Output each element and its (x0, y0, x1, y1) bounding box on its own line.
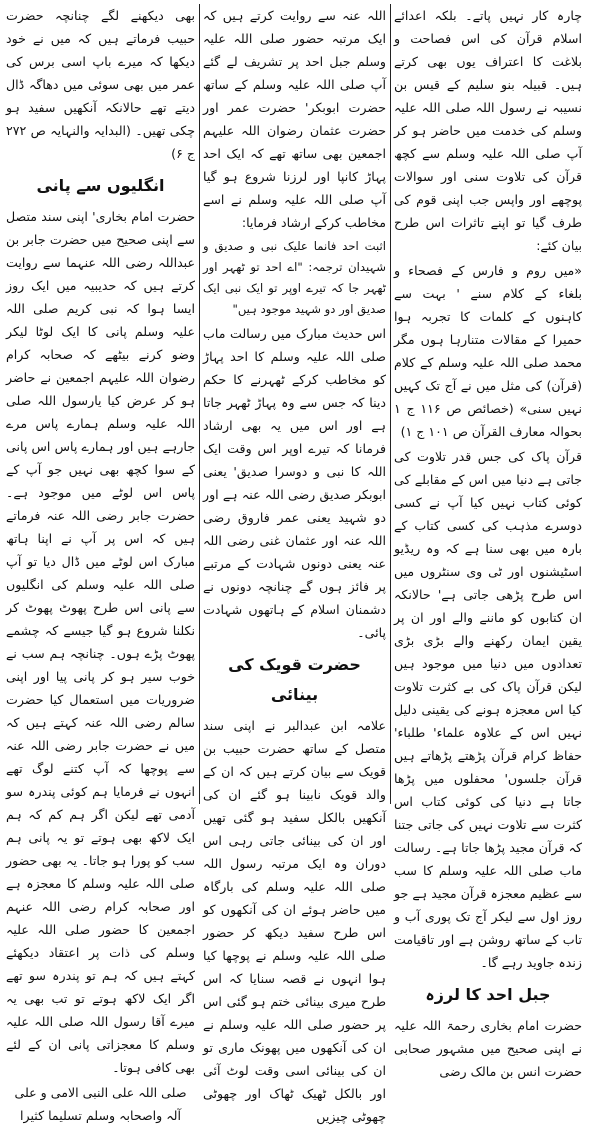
section-heading: انگلیوں سے پانی (36, 176, 165, 195)
middle-column (203, 4, 386, 1124)
section-heading: جبل احد کا لرزہ (425, 985, 551, 1004)
arabic-hadith: اثبت احد فانما علیک نبی و صدیق و شہیدان ترجمہ: "اے احد تو ٹھہر اور ٹھہر جا کہ تیرے اوپر تو ایک نبی ایک صدیق اور دو شہید موجود ہیں" (203, 239, 386, 316)
paragraph: اللہ عنہ سے روایت کرتے ہیں کہ ایک مرتبہ حضور صلی اللہ علیہ وسلم جبل احد پر تشریف لے گئے آپ صلی اللہ علیہ وسلم کے ساتھ حضرت ابوبکر' حضرت عمر اور حضرت عثمان رضوان اللہ علیہم اجمعین بھی ساتھ تھے کہ ایک احد پہاڑ کانپا اور لرزنا شروع ہو گیا آپ صلی اللہ علیہ وسلم نے اسے مخاطب کرکے ارشاد فرمایا: (203, 8, 386, 230)
closing-salutation: صلی اللہ علی النبی الامی و علی آلہ واصحابہ وسلم تسلیما کثیرا (14, 1085, 187, 1123)
right-column (394, 4, 582, 1079)
paragraph: قرآن پاک کی جس قدر تلاوت کی جاتی ہے دنیا میں اس کے مقابلے کی کوئی کتاب نہیں کیا آپ نے کسی دوسرے مذہب کی کسی کتاب کے بارہ میں بھی سنا ہے کہ وہ ریڈیو اسٹیشنوں اور ٹی وی سنٹروں میں اس طرح پڑھی جاتی ہے' حالانکہ ان کتابوں کو ماننے والے اور ان پر یقین ایمان رکھنے والے بڑی بڑی تعدادوں میں دنیا میں موجود ہیں لیکن قرآن پاک کی بے کثرت تلاوت کیا اس معجزہ ہونے کی یقینی دلیل نہیں اس کے علاوہ علماء' طلباء' حفاظ کرام قرآن پڑھتے پڑھاتے ہیں قرآن جلسوں' محفلوں میں پڑھا جاتا ہے دنیا کی کوئی کتاب اس کثرت سے تلاوت نہیں کی جاتی جتنا کہ قرآن مجید پڑھا جاتا ہے۔ رسالت ماب صلی اللہ علیہ وسلم کا سب سے عظیم معجزہ قرآن مجید ہے جو روز اول سے لیکر آج تک پوری آب و تاب کے ساتھ روشن ہے اور تاقیامت زندہ جاوید رہے گا۔ (394, 449, 582, 970)
column-divider (390, 4, 391, 804)
left-column (6, 4, 195, 1123)
paragraph: بھی دیکھنے لگے چنانچہ حضرت حبیب فرماتے ہیں کہ میں نے خود دیکھا کہ میرے باپ اسی برس کی عمر میں بھی سوئی میں دھاگہ ڈال دیتے تھے حالانکہ آنکھیں سفید ہو چکی تھیں۔ (البدایہ والنہایہ ص ۲۷۲ ج ۶) (6, 8, 195, 161)
paragraph: چارہ کار نہیں پاتے۔ بلکہ اعدائے اسلام قرآن کی اس فصاحت و بلاغت کا اعتراف یوں بھی کرتے ہیں۔ قبیلہ بنو سلیم کے قیس بن نسیبہ نے رسول اللہ صلی اللہ علیہ وسلم کی خدمت میں حاضر ہو کر آپ صلی اللہ علیہ وسلم سے کچھ قرآن کی تلاوت سنی اور سوالات پوچھے اور واپس جب اپنی قوم کی طرف گیا تو اپنے تاثرات اس طرح بیان کئے: (394, 8, 582, 253)
section-heading: حضرت قویک کی بینائی (228, 655, 361, 704)
paragraph: علامہ ابن عبدالبر نے اپنی سند متصل کے ساتھ حضرت حبیب بن قویک سے بیان کرتے ہیں کہ ان کے والد قویک نابینا ہو گئے ان کی آنکھیں بالکل سفید ہو گئی تھیں اور ان کی بینائی جاتی رہی اس دوران وہ ایک مرتبہ رسول اللہ صلی اللہ علیہ وسلم کی بارگاہ میں حاضر ہوئے ان کی آنکھوں کو اس طرح سفید دیکھ کر حضور صلی اللہ علیہ وسلم نے پوچھا کیا ہوا انہوں نے قصہ سنایا کہ اس طرح میری بینائی ختم ہو گئی اس پر حضور صلی اللہ علیہ وسلم نے ان کی آنکھوں میں پھونک ماری تو ان کی بینائی اسی وقت لوٹ آئی اور بالکل ٹھیک ٹھاک اور چھوٹی چھوٹی چیزیں (203, 718, 386, 1124)
column-divider (199, 4, 200, 804)
paragraph: اس حدیث مبارک میں رسالت ماب صلی اللہ علیہ وسلم کا احد پہاڑ کو مخاطب کرکے ٹھہرنے کا حکم دینا کہ جس سے وہ پہاڑ ٹھہر جاتا ہے اور اس میں یہ بھی ارشاد فرمانا کہ تیرے اوپر اس وقت ایک اللہ کا نبی و دوسرا صدیق' یعنی ابوبکر صدیق رضی اللہ عنہ ہے اور دو شہید یعنی عمر فاروق رضی اللہ عنہ اور عثمان غنی رضی اللہ عنہ یعنی دونوں شہادت کے مرتبے پر فائز ہوں گے چنانچہ دونوں نے دشمنان اسلام کے ہاتھوں شہادت پائی۔ (203, 326, 386, 640)
paragraph: حضرت امام بخاری رحمۃ اللہ علیہ نے اپنی صحیح میں مشہور صحابی حضرت انس بن مالک رضی (394, 1018, 582, 1079)
quote-paragraph: «میں روم و فارس کے فصحاء و بلغاء کے کلام سنے ' بہت سے کاہنوں کے کلمات کا تجربہ ہوا حمیرا کے مقالات متنارہا ہوں مگر محمد صلی اللہ علیہ وسلم کے کلام (قرآن) کی مثل میں نے آج تک کہیں نہیں سنی» (خصائص ص ۱۱۶ ج ۱ بحوالہ معارف القرآن ص ۱۰۱ ج ۱) (394, 263, 582, 439)
paragraph: حضرت امام بخاری' اپنی سند متصل سے اپنی صحیح میں حضرت جابر بن عبداللہ رضی اللہ عنہما سے روایت کرتے ہیں کہ حدیبیہ میں ایک روز ایسا ہوا کہ نبی کریم صلی اللہ علیہ وسلم پانی کا ایک لوٹا لیکر وضو کرنے بیٹھے کہ صحابہ کرام رضوان اللہ علیہم اجمعین نے حاضر ہو کر عرض کیا یارسول اللہ صلی اللہ علیہ وسلم ہمارے پاس مرے جارہے ہیں اور ہمارے پاس اس پانی کے سوا کچھ بھی نہیں جو آپ کے پاس اس لوٹے میں موجود ہے۔ حضرت جابر رضی اللہ عنہ فرماتے ہیں کہ اس پر آپ نے اپنا ہاتھ مبارک اس لوٹے میں ڈال دیا تو آپ صلی اللہ علیہ وسلم کی انگلیوں سے پانی اس طرح پھوٹ پھوٹ کر نکلنا شروع ہو گیا جیسے کہ چشمے پھوٹ پڑے ہوں۔ چنانچہ ہم سب نے خوب سیر ہو کر پانی پیا اور اپنی ضروریات میں استعمال کیا حضرت سالم رضی اللہ عنہ کہتے ہیں کہ میں نے حضرت جابر رضی اللہ عنہ سے پوچھا کہ آپ کتنے لوگ تھے انہوں نے فرمایا ہم کوئی پندرہ سو آدمی تھے لیکن اگر ہم کم کہ ہم ایک لاکھ بھی ہوتے تو یہ پانی ہم سب کو پورا ہو جاتا۔ یہ بھی حضور صلی اللہ علیہ وسلم کا معجزہ ہے اور صحابہ کرام رضی اللہ عنہم اجمعین کا حضور صلی اللہ علیہ وسلم کی ذات پر اعتقاد دیکھئے کہتے ہیں کہ ہم تو پندرہ سو تھے اگر ایک لاکھ ہوتے تو تب بھی یہ میرے آقا رسول اللہ صلی اللہ علیہ وسلم کا معجزاتی پانی ان کے لئے بھی کافی ہوتا۔ (6, 209, 195, 1075)
